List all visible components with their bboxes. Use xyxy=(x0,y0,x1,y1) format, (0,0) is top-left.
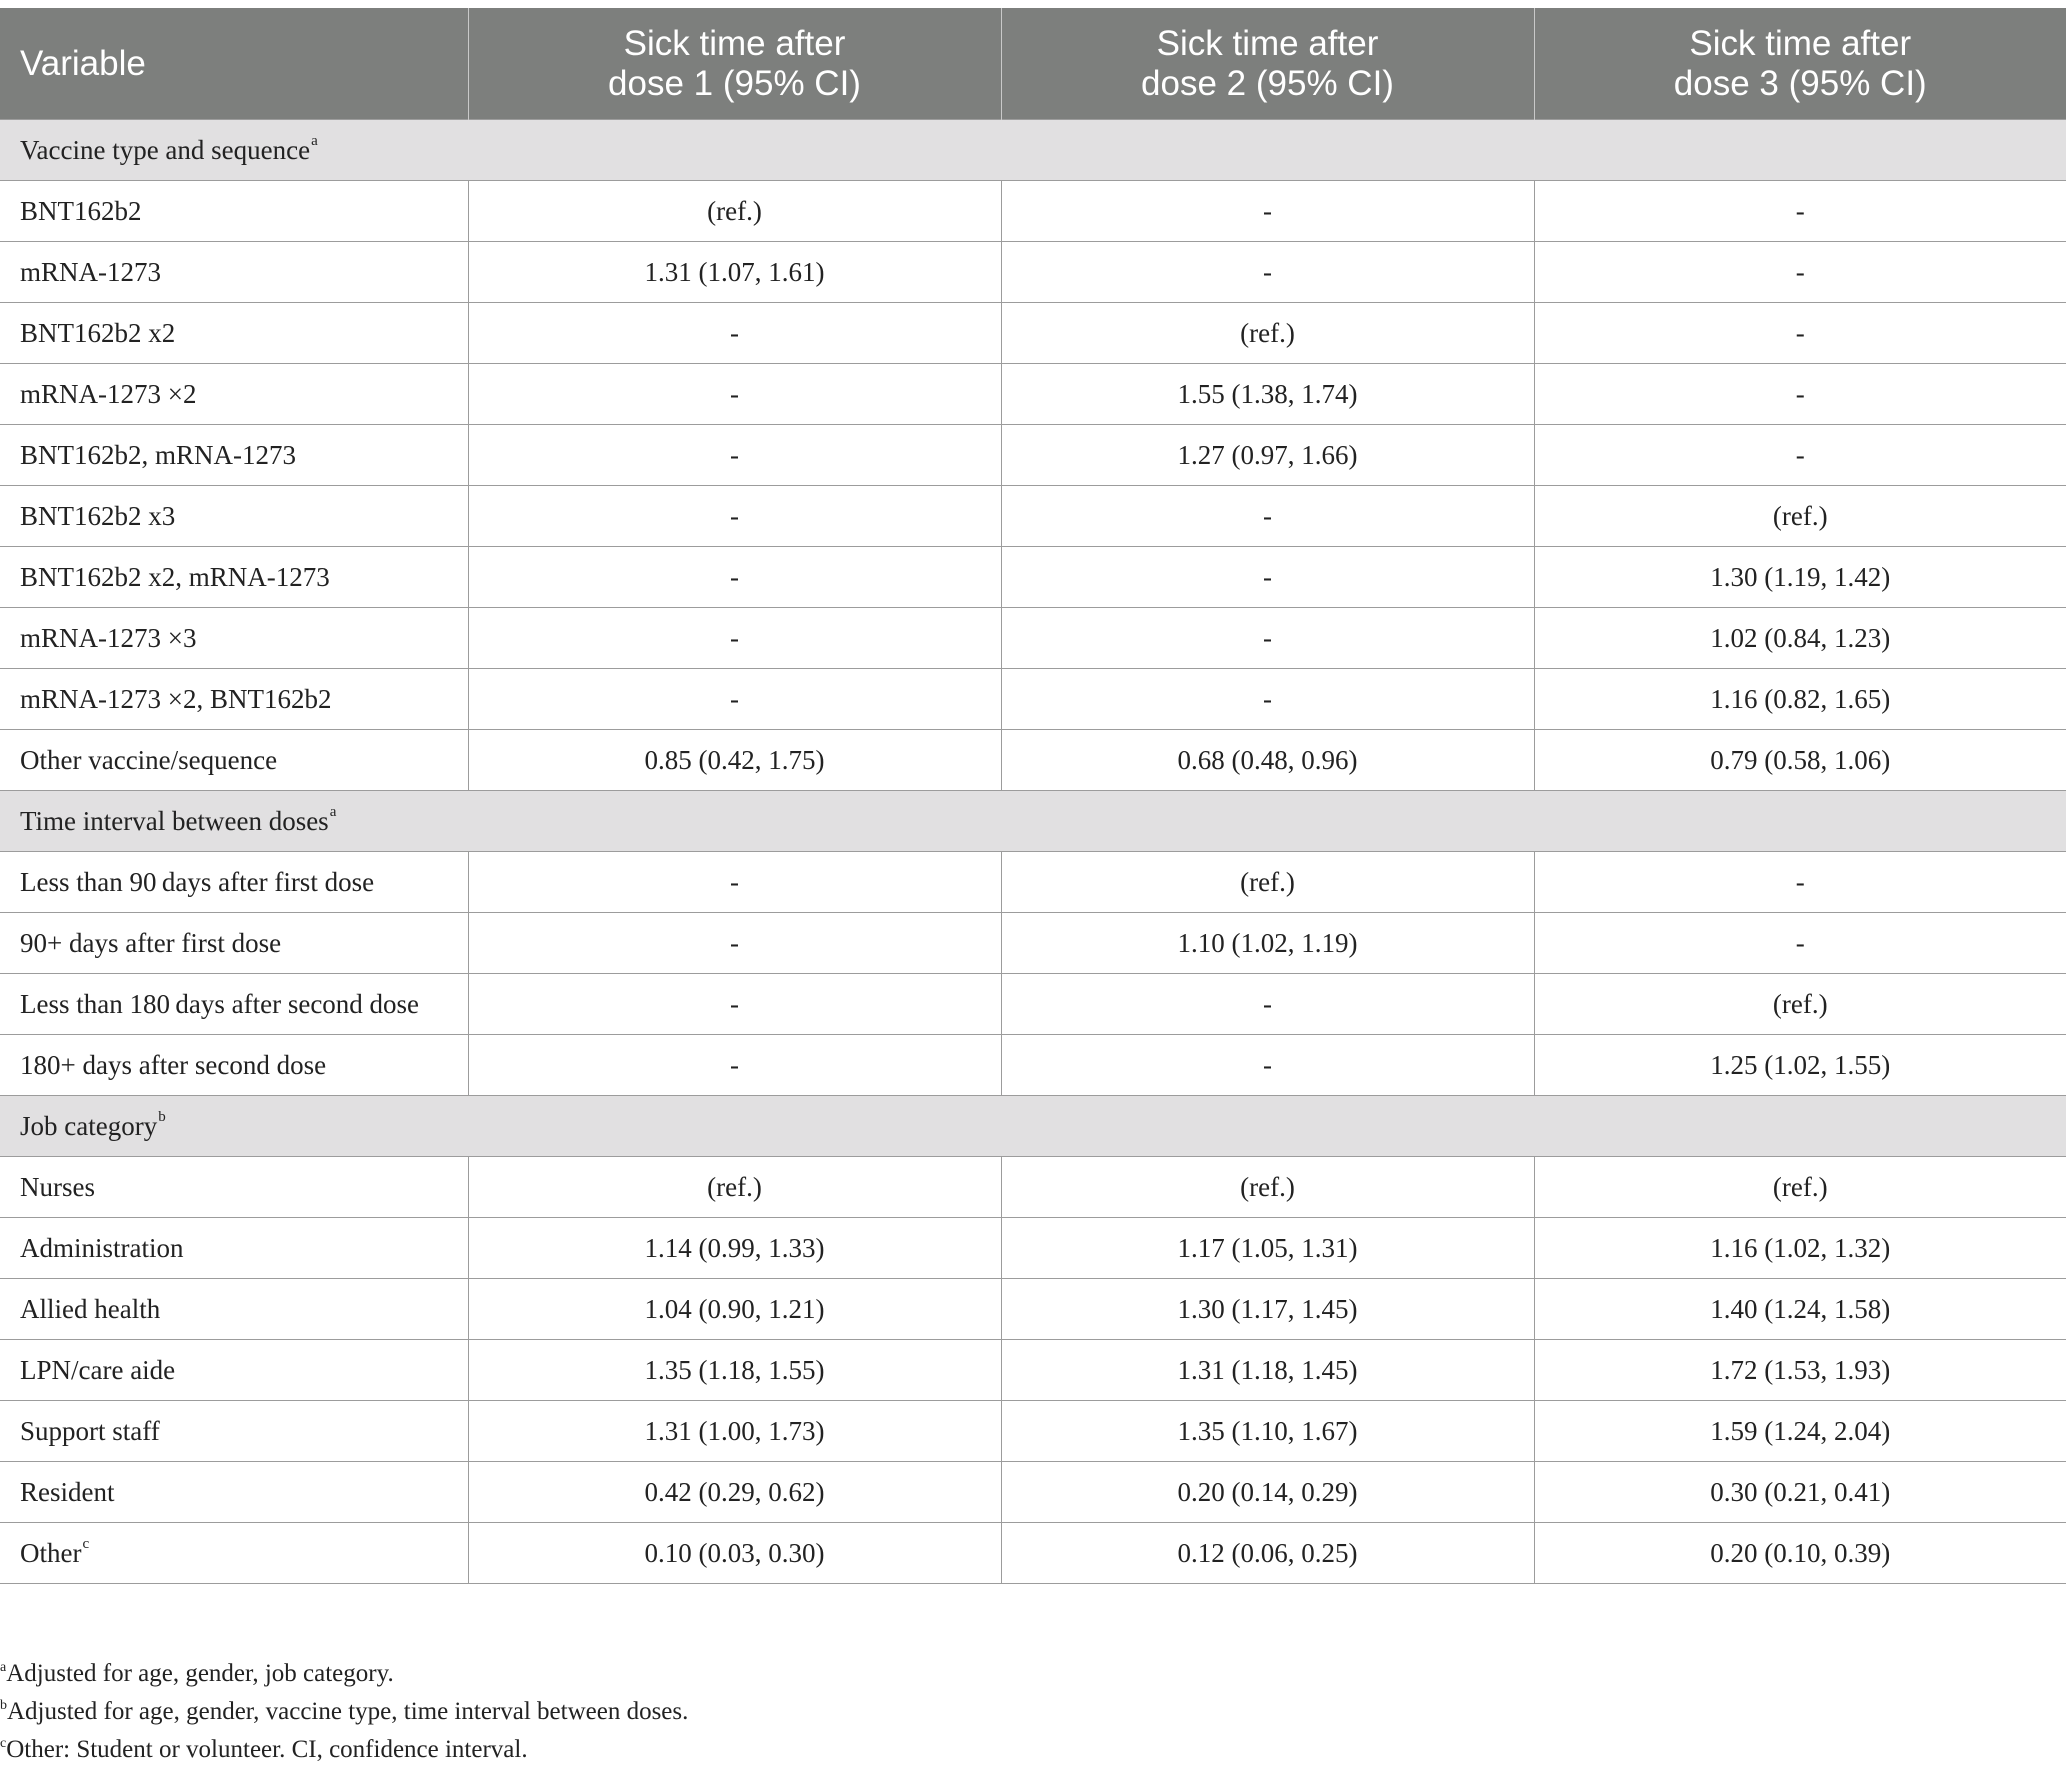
footnote-marker: c xyxy=(0,1736,7,1751)
value-cell-dose-3: - xyxy=(1534,913,2066,974)
variable-cell xyxy=(0,1279,468,1340)
value-cell-dose-2: - xyxy=(1001,1035,1534,1096)
value-cell-dose-1: - xyxy=(468,303,1001,364)
variable-label: Less than 180 days after second dose xyxy=(20,988,420,1019)
table-row xyxy=(0,608,2066,669)
value-cell-dose-2: 1.55 (1.38, 1.74) xyxy=(1001,364,1534,425)
table-row xyxy=(0,486,2066,547)
variable-label: BNT162b2 x2, mRNA-1273 xyxy=(20,561,330,592)
value-cell-dose-3: (ref.) xyxy=(1534,974,2066,1035)
variable-cell xyxy=(0,364,468,425)
value-cell-dose-3: - xyxy=(1534,242,2066,303)
footnote-marker: a xyxy=(0,1660,7,1675)
variable-label: 90+ days after first dose xyxy=(20,927,282,958)
value-cell-dose-3: 1.40 (1.24, 1.58) xyxy=(1534,1279,2066,1340)
variable-cell xyxy=(0,1462,468,1523)
value-cell-dose-2: - xyxy=(1001,669,1534,730)
footnote-text: Adjusted for age, gender, job category. xyxy=(6,1660,394,1687)
value-cell-dose-1: (ref.) xyxy=(468,1157,1001,1218)
variable-label: BNT162b2, mRNA-1273 xyxy=(20,439,296,470)
value-cell-dose-2: - xyxy=(1001,547,1534,608)
value-cell-dose-3: - xyxy=(1534,364,2066,425)
value-cell-dose-1: 1.35 (1.18, 1.55) xyxy=(468,1340,1001,1401)
table-row xyxy=(0,1279,2066,1340)
header-dose-3-line-1: Sick time after xyxy=(1689,23,1912,63)
value-cell-dose-3: 0.79 (0.58, 1.06) xyxy=(1534,730,2066,791)
variable-label: BNT162b2 xyxy=(20,195,142,226)
header-dose-1-line-1: Sick time after xyxy=(623,23,846,63)
variable-label: mRNA-1273 ×2, BNT162b2 xyxy=(20,683,332,714)
variable-cell xyxy=(0,669,468,730)
table-row xyxy=(0,1035,2066,1096)
footnote-marker: b xyxy=(0,1698,7,1713)
variable-cell xyxy=(0,1035,468,1096)
variable-label: BNT162b2 x3 xyxy=(20,500,176,531)
value-cell-dose-1: - xyxy=(468,364,1001,425)
table-row xyxy=(0,181,2066,242)
value-cell-dose-1: - xyxy=(468,852,1001,913)
value-cell-dose-3: 0.30 (0.21, 0.41) xyxy=(1534,1462,2066,1523)
value-cell-dose-3: - xyxy=(1534,181,2066,242)
header-dose-2-line-1: Sick time after xyxy=(1156,23,1379,63)
section-title: Job category xyxy=(20,1110,158,1141)
value-cell-dose-3: 1.30 (1.19, 1.42) xyxy=(1534,547,2066,608)
value-cell-dose-2: 0.20 (0.14, 0.29) xyxy=(1001,1462,1534,1523)
table-row xyxy=(0,364,2066,425)
value-cell-dose-2: (ref.) xyxy=(1001,1157,1534,1218)
value-cell-dose-1: - xyxy=(468,425,1001,486)
value-cell-dose-2: (ref.) xyxy=(1001,303,1534,364)
variable-label: Nurses xyxy=(20,1171,95,1202)
value-cell-dose-1: 0.10 (0.03, 0.30) xyxy=(468,1523,1001,1584)
table-row xyxy=(0,1157,2066,1218)
section-title: Vaccine type and sequence xyxy=(20,134,311,165)
value-cell-dose-1: 1.31 (1.07, 1.61) xyxy=(468,242,1001,303)
results-table-container xyxy=(0,8,2067,1584)
table-row xyxy=(0,1523,2066,1584)
header-dose-3-line-2: dose 3 (95% CI) xyxy=(1673,63,1927,103)
section-footnote-marker: b xyxy=(158,1108,166,1125)
footnote-b xyxy=(0,1693,2067,1731)
value-cell-dose-2: - xyxy=(1001,608,1534,669)
value-cell-dose-2: 1.27 (0.97, 1.66) xyxy=(1001,425,1534,486)
footnote-text: Other: Student or volunteer. CI, confidence interval. xyxy=(6,1736,528,1763)
header-dose-3 xyxy=(1534,8,2066,120)
table-row xyxy=(0,730,2066,791)
variable-cell xyxy=(0,852,468,913)
variable-label: Allied health xyxy=(20,1293,161,1324)
value-cell-dose-2: - xyxy=(1001,242,1534,303)
table-body xyxy=(0,120,2066,1584)
section-row xyxy=(0,1096,2066,1157)
value-cell-dose-2: (ref.) xyxy=(1001,852,1534,913)
value-cell-dose-1: (ref.) xyxy=(468,181,1001,242)
footnote-c xyxy=(0,1731,2067,1769)
value-cell-dose-2: 0.12 (0.06, 0.25) xyxy=(1001,1523,1534,1584)
table-row xyxy=(0,669,2066,730)
value-cell-dose-3: - xyxy=(1534,852,2066,913)
table-row xyxy=(0,1218,2066,1279)
variable-label: Support staff xyxy=(20,1415,160,1446)
value-cell-dose-1: - xyxy=(468,547,1001,608)
variable-cell xyxy=(0,1523,468,1584)
value-cell-dose-1: 0.42 (0.29, 0.62) xyxy=(468,1462,1001,1523)
header-dose-2-line-2: dose 2 (95% CI) xyxy=(1141,63,1394,103)
table-row xyxy=(0,547,2066,608)
variable-cell xyxy=(0,974,468,1035)
table-row xyxy=(0,425,2066,486)
variable-label: mRNA-1273 xyxy=(20,256,161,287)
variable-cell xyxy=(0,425,468,486)
value-cell-dose-3: 1.02 (0.84, 1.23) xyxy=(1534,608,2066,669)
section-footnote-marker: a xyxy=(311,132,318,149)
variable-label: 180+ days after second dose xyxy=(20,1049,327,1080)
value-cell-dose-2: 1.10 (1.02, 1.19) xyxy=(1001,913,1534,974)
variable-cell xyxy=(0,1401,468,1462)
variable-label: mRNA-1273 ×2 xyxy=(20,378,197,409)
variable-label: mRNA-1273 ×3 xyxy=(20,622,197,653)
table-row xyxy=(0,913,2066,974)
value-cell-dose-1: - xyxy=(468,486,1001,547)
variable-cell xyxy=(0,486,468,547)
header-dose-1 xyxy=(468,8,1001,120)
variable-footnote-marker: c xyxy=(82,1535,90,1552)
value-cell-dose-1: - xyxy=(468,913,1001,974)
variable-label: LPN/care aide xyxy=(20,1354,176,1385)
table-row xyxy=(0,242,2066,303)
variable-cell xyxy=(0,242,468,303)
variable-label: Administration xyxy=(20,1232,184,1263)
value-cell-dose-2: - xyxy=(1001,974,1534,1035)
section-row xyxy=(0,120,2066,181)
header-variable: Variable xyxy=(0,8,468,120)
value-cell-dose-3: 1.25 (1.02, 1.55) xyxy=(1534,1035,2066,1096)
value-cell-dose-3: 1.16 (0.82, 1.65) xyxy=(1534,669,2066,730)
value-cell-dose-1: 1.14 (0.99, 1.33) xyxy=(468,1218,1001,1279)
results-table xyxy=(0,8,2066,1584)
value-cell-dose-3: 1.72 (1.53, 1.93) xyxy=(1534,1340,2066,1401)
variable-cell xyxy=(0,303,468,364)
header-row xyxy=(0,8,2066,120)
value-cell-dose-3: (ref.) xyxy=(1534,1157,2066,1218)
value-cell-dose-2: - xyxy=(1001,486,1534,547)
section-title: Time interval between doses xyxy=(20,805,329,836)
section-title-cell xyxy=(0,120,2066,181)
table-row xyxy=(0,303,2066,364)
table-row xyxy=(0,852,2066,913)
footnote-a xyxy=(0,1655,2067,1693)
section-title-cell xyxy=(0,791,2066,852)
variable-cell xyxy=(0,1340,468,1401)
header-dose-1-line-2: dose 1 (95% CI) xyxy=(608,63,861,103)
value-cell-dose-2: 1.30 (1.17, 1.45) xyxy=(1001,1279,1534,1340)
header-dose-2 xyxy=(1001,8,1534,120)
table-row xyxy=(0,1340,2066,1401)
variable-label: BNT162b2 x2 xyxy=(20,317,176,348)
section-footnote-marker: a xyxy=(329,803,337,820)
value-cell-dose-2: 1.35 (1.10, 1.67) xyxy=(1001,1401,1534,1462)
table-row xyxy=(0,1462,2066,1523)
variable-cell xyxy=(0,547,468,608)
value-cell-dose-1: - xyxy=(468,669,1001,730)
value-cell-dose-3: - xyxy=(1534,425,2066,486)
footnotes xyxy=(0,1655,2067,1769)
variable-label: Other vaccine/sequence xyxy=(20,744,278,775)
table-row xyxy=(0,1401,2066,1462)
value-cell-dose-2: 1.31 (1.18, 1.45) xyxy=(1001,1340,1534,1401)
variable-cell xyxy=(0,913,468,974)
value-cell-dose-1: - xyxy=(468,1035,1001,1096)
variable-label: Less than 90 days after first dose xyxy=(20,866,375,897)
value-cell-dose-1: 1.31 (1.00, 1.73) xyxy=(468,1401,1001,1462)
value-cell-dose-1: 0.85 (0.42, 1.75) xyxy=(468,730,1001,791)
table-row xyxy=(0,974,2066,1035)
value-cell-dose-2: 1.17 (1.05, 1.31) xyxy=(1001,1218,1534,1279)
variable-cell xyxy=(0,608,468,669)
value-cell-dose-1: - xyxy=(468,974,1001,1035)
value-cell-dose-1: - xyxy=(468,608,1001,669)
section-title-cell xyxy=(0,1096,2066,1157)
variable-cell xyxy=(0,1157,468,1218)
value-cell-dose-1: 1.04 (0.90, 1.21) xyxy=(468,1279,1001,1340)
value-cell-dose-2: - xyxy=(1001,181,1534,242)
value-cell-dose-3: 0.20 (0.10, 0.39) xyxy=(1534,1523,2066,1584)
value-cell-dose-3: (ref.) xyxy=(1534,486,2066,547)
value-cell-dose-3: 1.16 (1.02, 1.32) xyxy=(1534,1218,2066,1279)
variable-cell xyxy=(0,730,468,791)
footnote-text: Adjusted for age, gender, vaccine type, time interval between doses. xyxy=(7,1698,689,1725)
section-row xyxy=(0,791,2066,852)
value-cell-dose-3: - xyxy=(1534,303,2066,364)
variable-cell xyxy=(0,1218,468,1279)
variable-cell xyxy=(0,181,468,242)
value-cell-dose-2: 0.68 (0.48, 0.96) xyxy=(1001,730,1534,791)
value-cell-dose-3: 1.59 (1.24, 2.04) xyxy=(1534,1401,2066,1462)
variable-label: Resident xyxy=(20,1476,115,1507)
variable-label: Other xyxy=(20,1537,82,1568)
